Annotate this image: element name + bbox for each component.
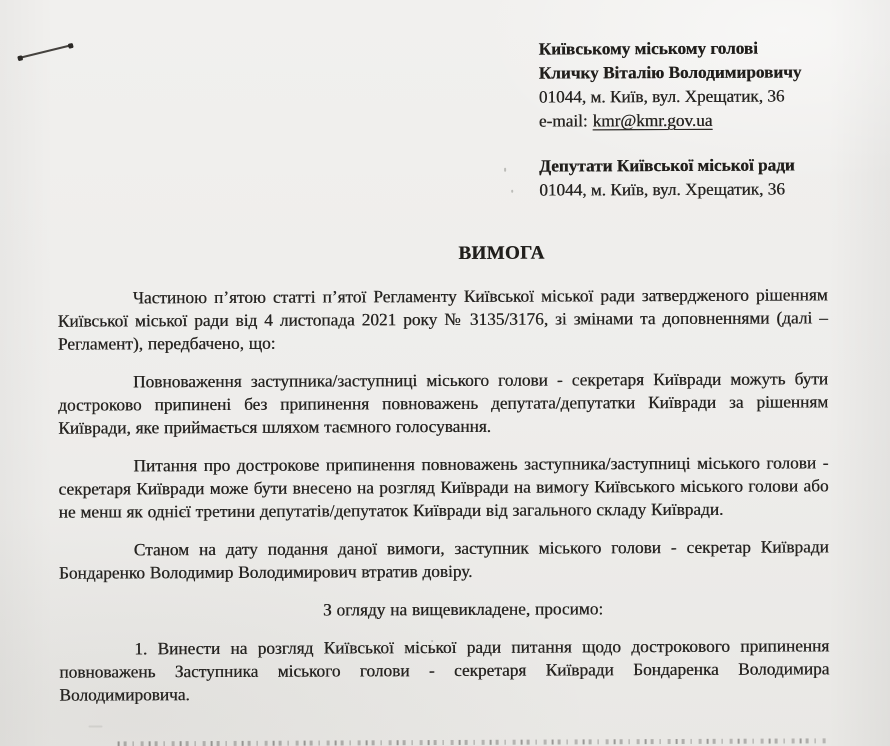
email-label: e-mail: [538, 111, 588, 131]
scan-speck [89, 725, 103, 727]
cutoff-next-line-fragment [118, 738, 828, 746]
addressee2-name: Депутати Київської міської ради [539, 155, 795, 176]
addressee-role: Київському міському голові [538, 38, 758, 59]
request-item-1: 1. Винести на розгляд Київської міської ради питання щодо дострокового припинення повноважень Заступника міського голови - секретаря Київради Бондаренка Володимира Володимировича. [59, 636, 830, 705]
pen-mark [19, 44, 71, 59]
scan-speck [504, 168, 506, 172]
email-address: kmr@kmr.gov.ua [592, 110, 713, 131]
paragraph-initiation-procedure: Питання про дострокове припинення повноважень заступника/заступниці міського голови - секретаря Київради може бути внесено на розгляд Київради на вимогу Київського міського голови або не менш як однієї третини депутатів/депутаток Київради від загального складу Київради. [58, 453, 829, 522]
document-title: ВИМОГА [458, 242, 545, 264]
addressee-block [539, 36, 870, 202]
scan-speck [431, 640, 433, 642]
addressee-email-line [539, 108, 869, 133]
paragraph-powers-termination: Повноваження заступника/заступниці міського голови - секретаря Київради можуть бути достроково припинені без припинення повноважень депутата/депутатки Київради за рішенням Київради, яке приймається шляхом таємного голосування. [58, 369, 829, 438]
addressee-address: 01044, м. Київ, вул. Хрещатик, 36 [538, 86, 785, 107]
address-block-gap [539, 132, 869, 154]
paragraph-regulation-reference: Частиною п’ятою статті п’ятої Регламенту Київської міської ради затвердженого рішенням Київської міської ради від 4 листопада 2021 року № 3135/3176, зі змінами та доповненнями (далі – Регламент), передбачено, що: [57, 285, 828, 354]
scan-speck [511, 190, 513, 193]
appeal-line: З огляду на вищевикладене, просимо: [322, 599, 604, 620]
addressee-name: Кличку Віталію Володимировичу [538, 62, 802, 83]
paragraph-lost-trust: Станом на дату подання даної вимоги, заступник міського голови - секретар Київради Бондаренко Володимир Володимирович втратив довіру. [58, 537, 829, 583]
addressee2-address: 01044, м. Київ, вул. Хрещатик, 36 [539, 179, 785, 200]
document-body [58, 283, 830, 721]
